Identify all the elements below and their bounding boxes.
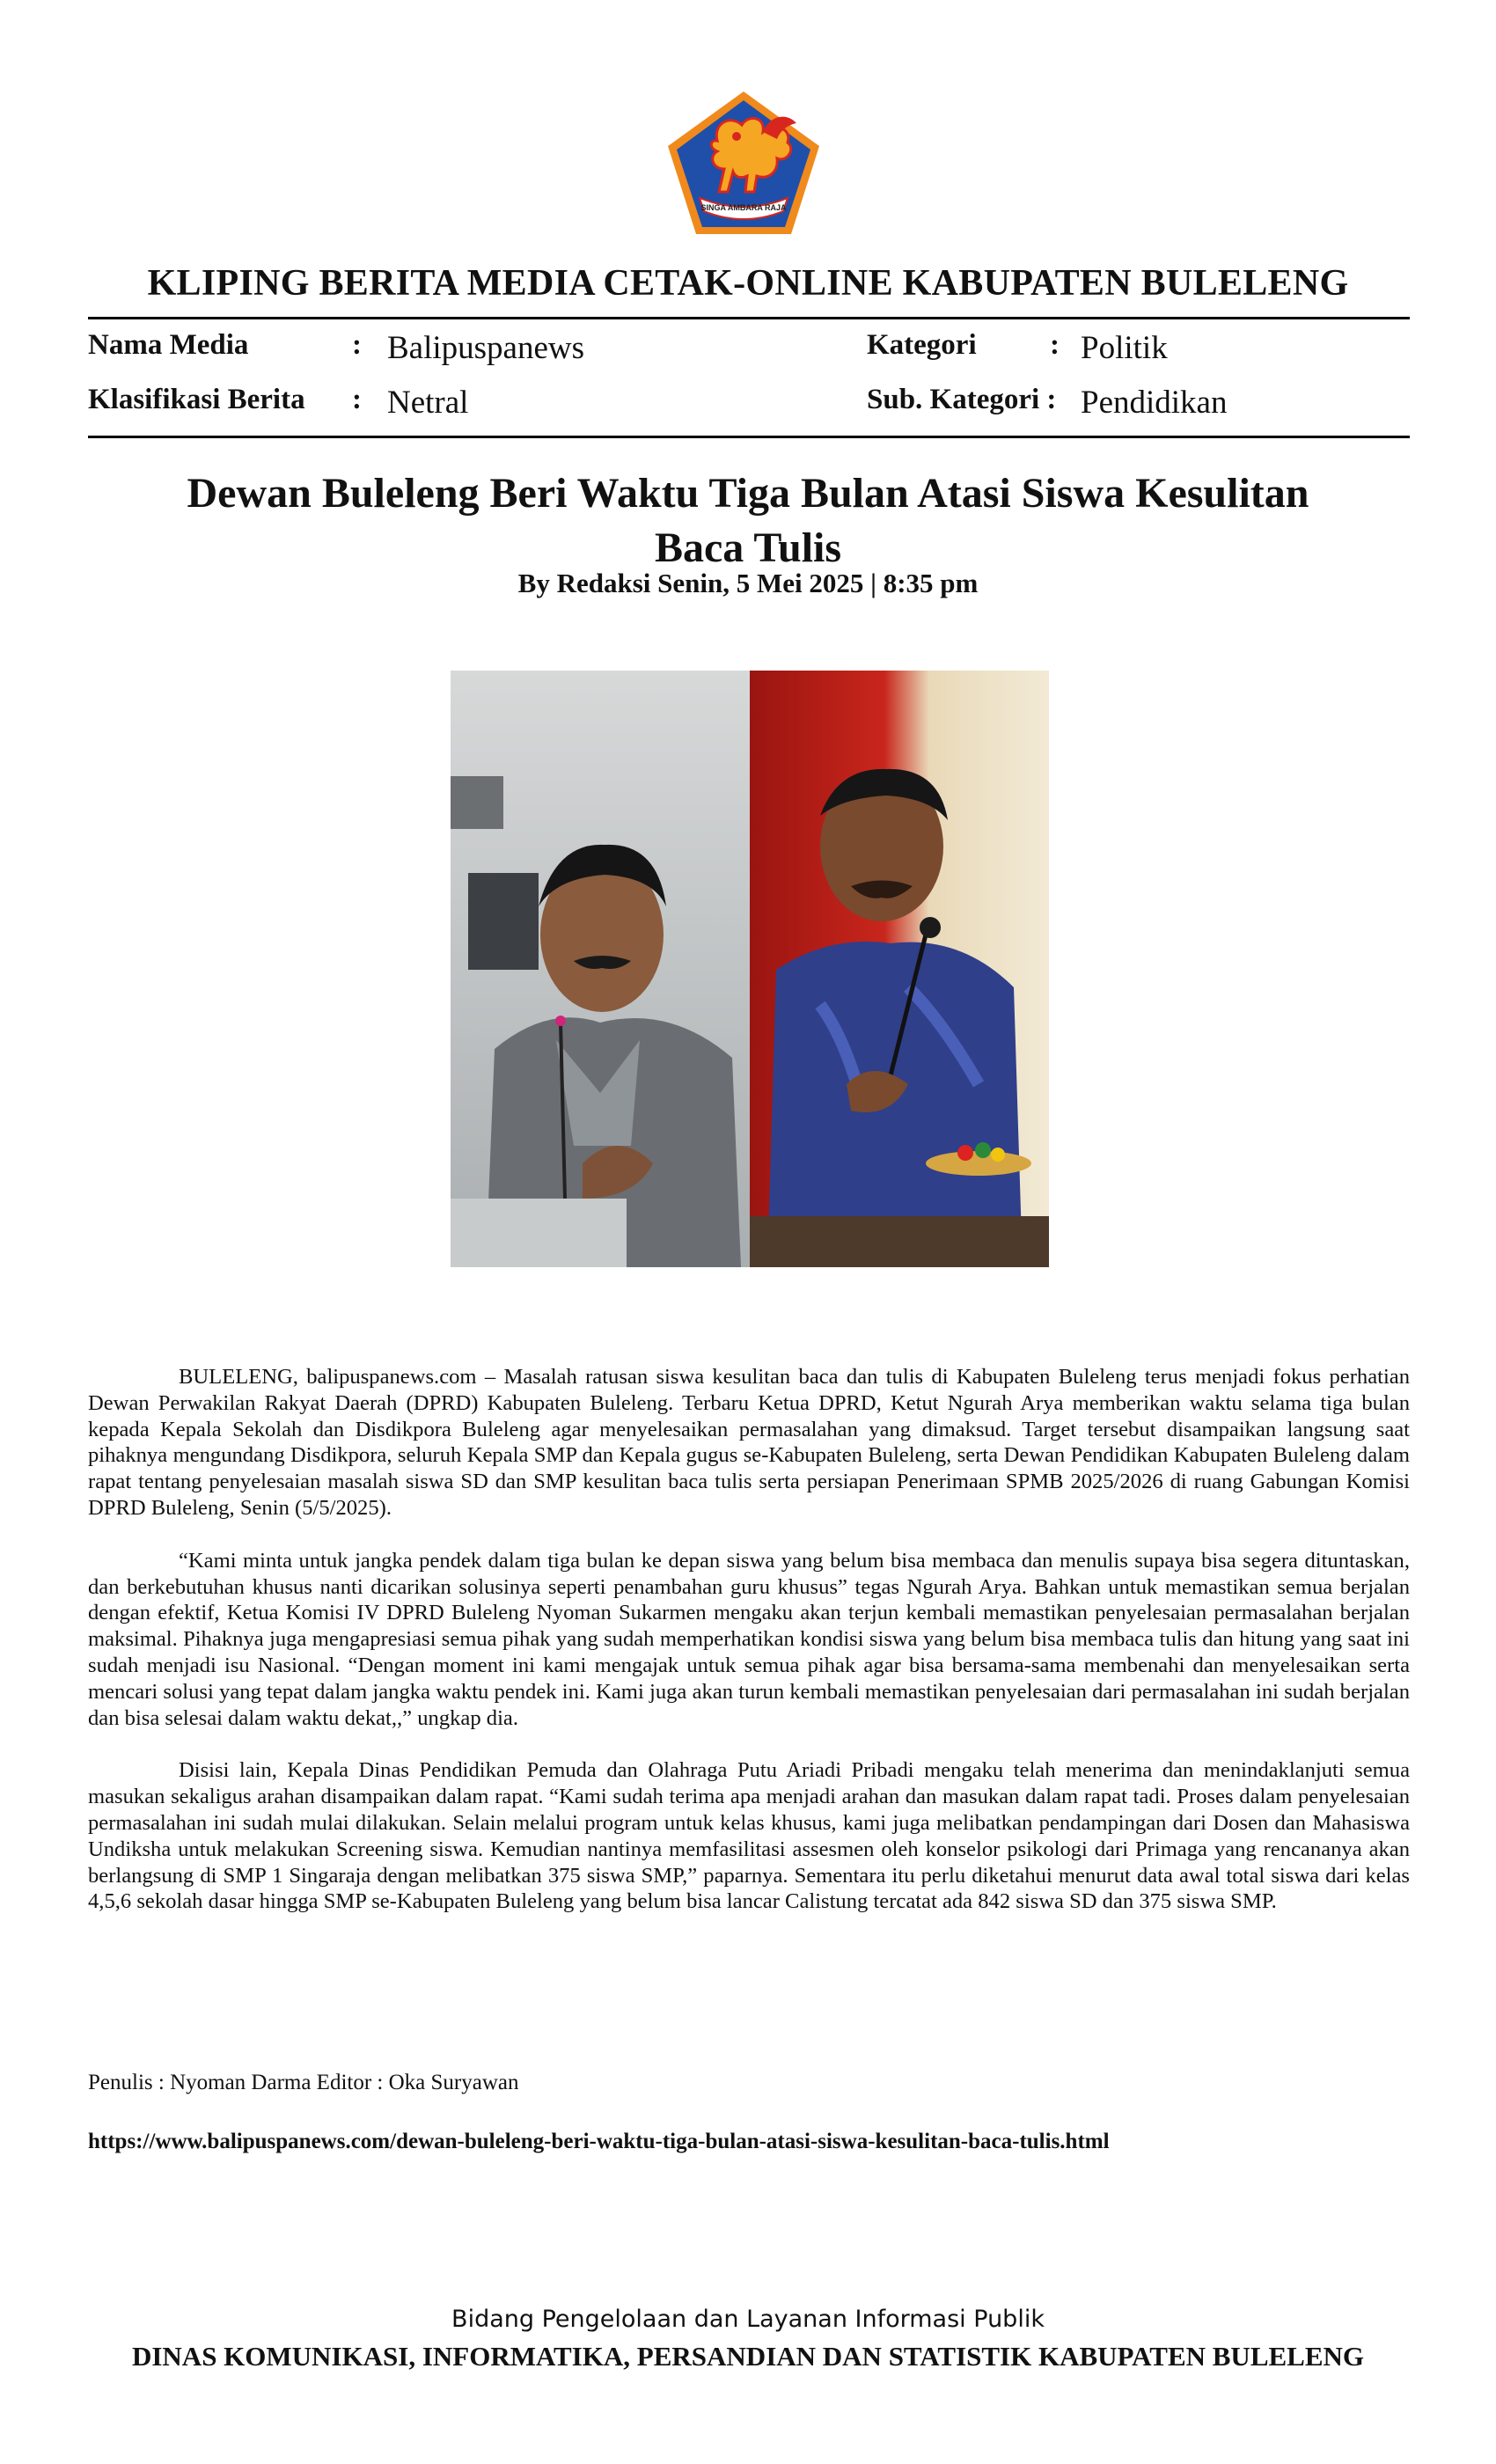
media-colon: : bbox=[352, 329, 362, 361]
article-body bbox=[88, 1364, 1410, 1941]
crest-motto-text: SINGA AMBARA RAJA bbox=[700, 203, 787, 212]
kategori-label: Kategori bbox=[867, 329, 977, 361]
article-headline bbox=[141, 466, 1355, 576]
author-editor-line: Penulis : Nyoman Darma Editor : Oka Suryawan bbox=[88, 2071, 519, 2094]
headline-line-2: Baca Tulis bbox=[654, 524, 842, 571]
kategori-value: Politik bbox=[1081, 330, 1168, 366]
subkategori-label: Sub. Kategori : bbox=[867, 384, 1057, 415]
article-paragraph: “Kami minta untuk jangka pendek dalam tiga bulan ke depan siswa yang belum bisa membaca dan menulis supaya bisa segera dituntaskan, dan berkebutuhan khusus nanti dicarikan solusinya seperti penambahan guru khusus” tegas Ngurah Arya. Bahkan untuk memastikan semua berjalan dengan efektif, Ketua Komisi IV DPRD Buleleng Nyoman Sukarmen mengaku akan terjun kembali memastikan penyelesaian permasalahan berjalan maksimal. Pihaknya juga mengapresiasi semua pihak yang sudah memperhatikan kondisi siswa yang belum bisa membaca tulis dan hitung yang saat ini sudah menjadi isu Nasional. “Dengan moment ini kami mengajak untuk semua pihak agar bisa bersama-sama membenahi dan menyelesaikan serta mencari solusi yang tepat dalam jangka waktu pendek ini. Kami juga akan turun kembali memastikan penyelesaian dari permasalahan ini sudah berjalan dan bisa selesai dalam waktu dekat,,” ungkap dia. bbox=[88, 1548, 1410, 1730]
kategori-colon: : bbox=[1050, 329, 1060, 361]
article-photo bbox=[451, 671, 1049, 1267]
article-paragraph: BULELENG, balipuspanews.com – Masalah ratusan siswa kesulitan baca dan tulis di Kabupaten Buleleng terus menjadi fokus perhatian Dewan Perwakilan Rakyat Daerah (DPRD) Kabupaten Buleleng. Terbaru Ketua DPRD, Ketut Ngurah Arya memberikan waktu selama tiga bulan kepada Kepala Sekolah dan Disdikpora Buleleng agar menyelesaikan permasalahan yang dimaksud. Target tersebut disampaikan langsung saat pihaknya mengundang Disdikpora, seluruh Kepala SMP dan Kepala gugus se-Kabupaten Buleleng, serta Dewan Pendidikan Kabupaten Buleleng dalam rapat tentang penyelesaian masalah siswa SD dan SMP kesulitan baca tulis serta persiapan Penerimaan SPMB 2025/2026 di ruang Gabungan Komisi DPRD Buleleng, Senin (5/5/2025). bbox=[88, 1365, 1410, 1520]
footer-agency: DINAS KOMUNIKASI, INFORMATIKA, PERSANDIAN DAN STATISTIK KABUPATEN BULELENG bbox=[131, 2341, 1365, 2372]
klasifikasi-value: Netral bbox=[387, 385, 469, 421]
footer-department: Bidang Pengelolaan dan Layanan Informasi Publik bbox=[451, 2306, 1045, 2333]
buleleng-crest-logo bbox=[664, 88, 823, 238]
document-header-title: KLIPING BERITA MEDIA CETAK-ONLINE KABUPATEN BULELENG bbox=[147, 263, 1349, 304]
media-label: Nama Media bbox=[88, 329, 249, 361]
subkategori-value: Pendidikan bbox=[1081, 385, 1228, 421]
headline-line-1: Dewan Buleleng Beri Waktu Tiga Bulan Atasi Siswa Kesulitan bbox=[187, 470, 1309, 517]
article-paragraph: Disisi lain, Kepala Dinas Pendidikan Pemuda dan Olahraga Putu Ariadi Pribadi mengaku telah menerima dan menindaklanjuti semua masukan sekaligus arahan disampaikan dalam rapat. “Kami sudah terima apa menjadi arahan dan masukan dalam rapat tadi. Proses dalam penyelesaian permasalahan ini sudah mulai dilakukan. Selain melalui program untuk kelas khusus, kami juga melibatkan pendampingan dari Dosen dan Mahasiswa Undiksha untuk melakukan Screening siswa. Kemudian nantinya memfasilitasi assesmen oleh konselor psikologi dari Primaga yang rencananya akan berlangsung di SMP 1 Singaraja dengan melibatkan 375 siswa SMP,” paparnya. Sementara itu perlu diketahui menurut data awal total siswa dari kelas 4,5,6 sekolah dasar hingga SMP se-Kabupaten Buleleng yang belum bisa lancar Calistung tercatat ada 842 siswa SD dan 375 siswa SMP. bbox=[88, 1758, 1410, 1914]
klasifikasi-label: Klasifikasi Berita bbox=[88, 384, 305, 415]
article-byline: By Redaksi Senin, 5 Mei 2025 | 8:35 pm bbox=[517, 568, 979, 598]
header-divider-bottom bbox=[88, 436, 1410, 438]
source-url: https://www.balipuspanews.com/dewan-buleleng-beri-waktu-tiga-bulan-atasi-siswa-kesulitan-baca-tulis.html bbox=[88, 2130, 1110, 2153]
media-value: Balipuspanews bbox=[387, 330, 585, 366]
header-divider-top bbox=[88, 317, 1410, 319]
klasifikasi-colon: : bbox=[352, 384, 362, 415]
